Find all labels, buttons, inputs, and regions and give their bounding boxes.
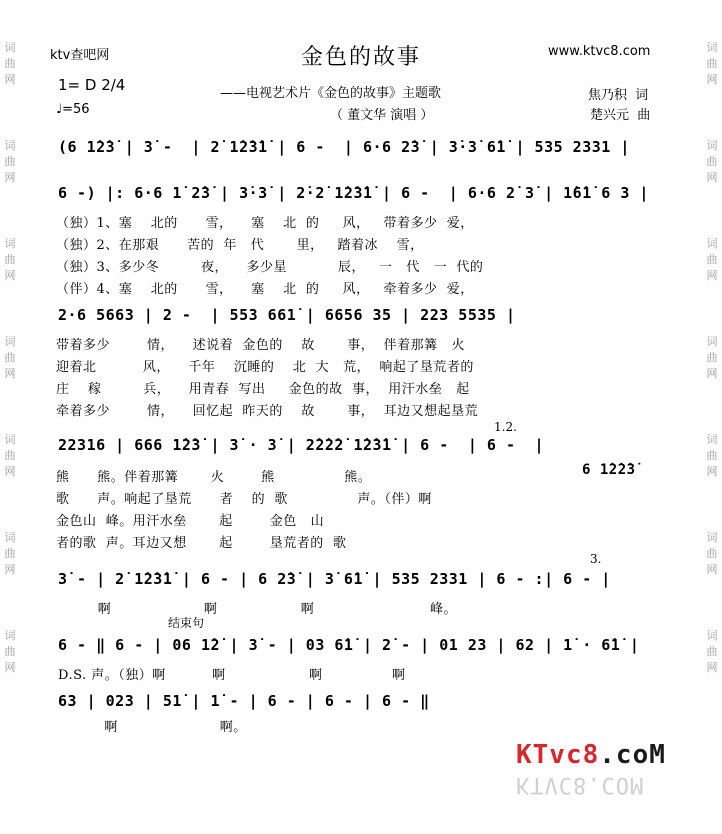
lyric-line: 啊 啊 啊 峰。 bbox=[56, 602, 458, 617]
score-line-1: (6 1̇2̇3̇ | 3̇ - | 2̇ 1̇2̇3̇1̇ | 6 - | 6·6 2̇3̇ | 3̇·3̇ 6̇1̇ | 535 2331 | bbox=[58, 138, 630, 156]
lyric-line: （伴）4、塞 北的 雪， 塞 北 的 风， 牵着多少 爱， bbox=[56, 282, 474, 297]
lyric-line: 歌 声。响起了垦荒 者 的 歌 声。（伴）啊 bbox=[56, 492, 432, 507]
right-side-watermark: 词 曲 网 词 曲 网 词 曲 网 词 曲 网 词 曲 网 词 曲 网 词 曲 网 bbox=[706, 41, 718, 674]
lyric-line: 金色山 峰。用汗水垒 起 金色 山 bbox=[56, 514, 325, 529]
interlude-notes: 6 1̇2̇2̇3̇ bbox=[582, 462, 636, 478]
song-title: 金色的故事 bbox=[300, 45, 421, 70]
repeat-ending-mark: 1.2. bbox=[494, 420, 517, 434]
lyric-line: （独）3、多少冬 夜， 多少星 辰， 一 代 一 代的 bbox=[56, 260, 484, 275]
site-name-left: ktv查吧网 bbox=[50, 48, 110, 63]
lyricist: 焦乃积 词 bbox=[588, 88, 649, 103]
site-url: www.ktvc8.com bbox=[548, 44, 651, 59]
repeat-ending-mark: 3. bbox=[590, 552, 602, 566]
ktvc8-logo: KTvc8.coM bbox=[516, 740, 666, 770]
ending-label: 结束句 bbox=[168, 616, 205, 630]
left-side-watermark: 词 曲 网 词 曲 网 词 曲 网 词 曲 网 词 曲 网 词 曲 网 词 曲 网 bbox=[4, 41, 16, 674]
key-signature: 1= D 2/4 bbox=[58, 76, 126, 94]
lyric-line: 者的歌 声。耳边又想 起 垦荒者的 歌 bbox=[56, 536, 347, 551]
score-line-6: 6 - ‖ 6 - | 06 1̇2̇ | 3̇ - | 03 6̇1̇ | 2̇ - | 01 23 | 62 | 1̇ · 6̇1̇ | bbox=[58, 636, 640, 654]
performer: （ 董文华 演唱 ） bbox=[330, 108, 434, 123]
lyric-line: 牵着多少 情， 回忆起 昨天的 故 事， 耳边又想起垦荒 bbox=[56, 404, 479, 419]
lyric-line: D.S. 声。（独）啊 啊 啊 啊 bbox=[58, 668, 406, 683]
lyric-line: 熊 熊。伴着那篝 火 熊 熊。 bbox=[56, 470, 372, 485]
score-line-5: 3̇ - | 2̇ 1̇2̇3̇1̇ | 6 - | 6 2̇3̇ | 3̇ 6̇1̇ | 535 2331 | 6 - :| 6 - | bbox=[58, 570, 611, 588]
lyric-line: 迎着北 风， 千年 沉睡的 北 大 荒， 响起了垦荒者的 bbox=[56, 360, 474, 375]
ktvc8-logo-reflection: KTVC8.COM bbox=[516, 772, 645, 797]
song-subtitle: ——电视艺术片《金色的故事》主题歌 bbox=[220, 86, 442, 101]
lyric-line: 带着多少 情， 述说着 金色的 故 事， 伴着那篝 火 bbox=[56, 338, 465, 353]
score-line-2: 6 -) |: 6·6 1̇ 2̇3̇ | 3̇·3̇ | 2̇·2̇ 1̇2̇3̇1̇ | 6 - | 6·6 2̇ 3̇ | 1̇6̇1̇ 6 3 | bbox=[58, 184, 649, 202]
score-line-7: 63 | 023 | 51̇ | 1̇ - | 6 - | 6 - | 6 - ‖ bbox=[58, 692, 430, 710]
lyric-line: 啊 啊。 bbox=[58, 720, 247, 735]
lyric-line: （独）2、在那艰 苦的 年 代 里， 踏着冰 雪， bbox=[56, 238, 424, 253]
score-line-4: 22316 | 666 1̇2̇3̇ | 3̇ · 3̇ | 2̇2̇2̇2̇ 1̇2̇3̇1̇ | 6 - | 6 - | bbox=[58, 436, 545, 454]
lyric-line: 庄 稼 兵， 用青春 写出 金色的故 事， 用汗水垒 起 bbox=[56, 382, 470, 397]
score-line-3: 2·6 5663 | 2 - | 553 661̇ | 6656 35 | 223 5535 | bbox=[58, 306, 516, 324]
composer: 楚兴元 曲 bbox=[590, 108, 651, 123]
lyric-line: （独）1、塞 北的 雪， 塞 北 的 风， 带着多少 爱， bbox=[56, 216, 474, 231]
tempo-marking: ♩=56 bbox=[56, 102, 90, 117]
